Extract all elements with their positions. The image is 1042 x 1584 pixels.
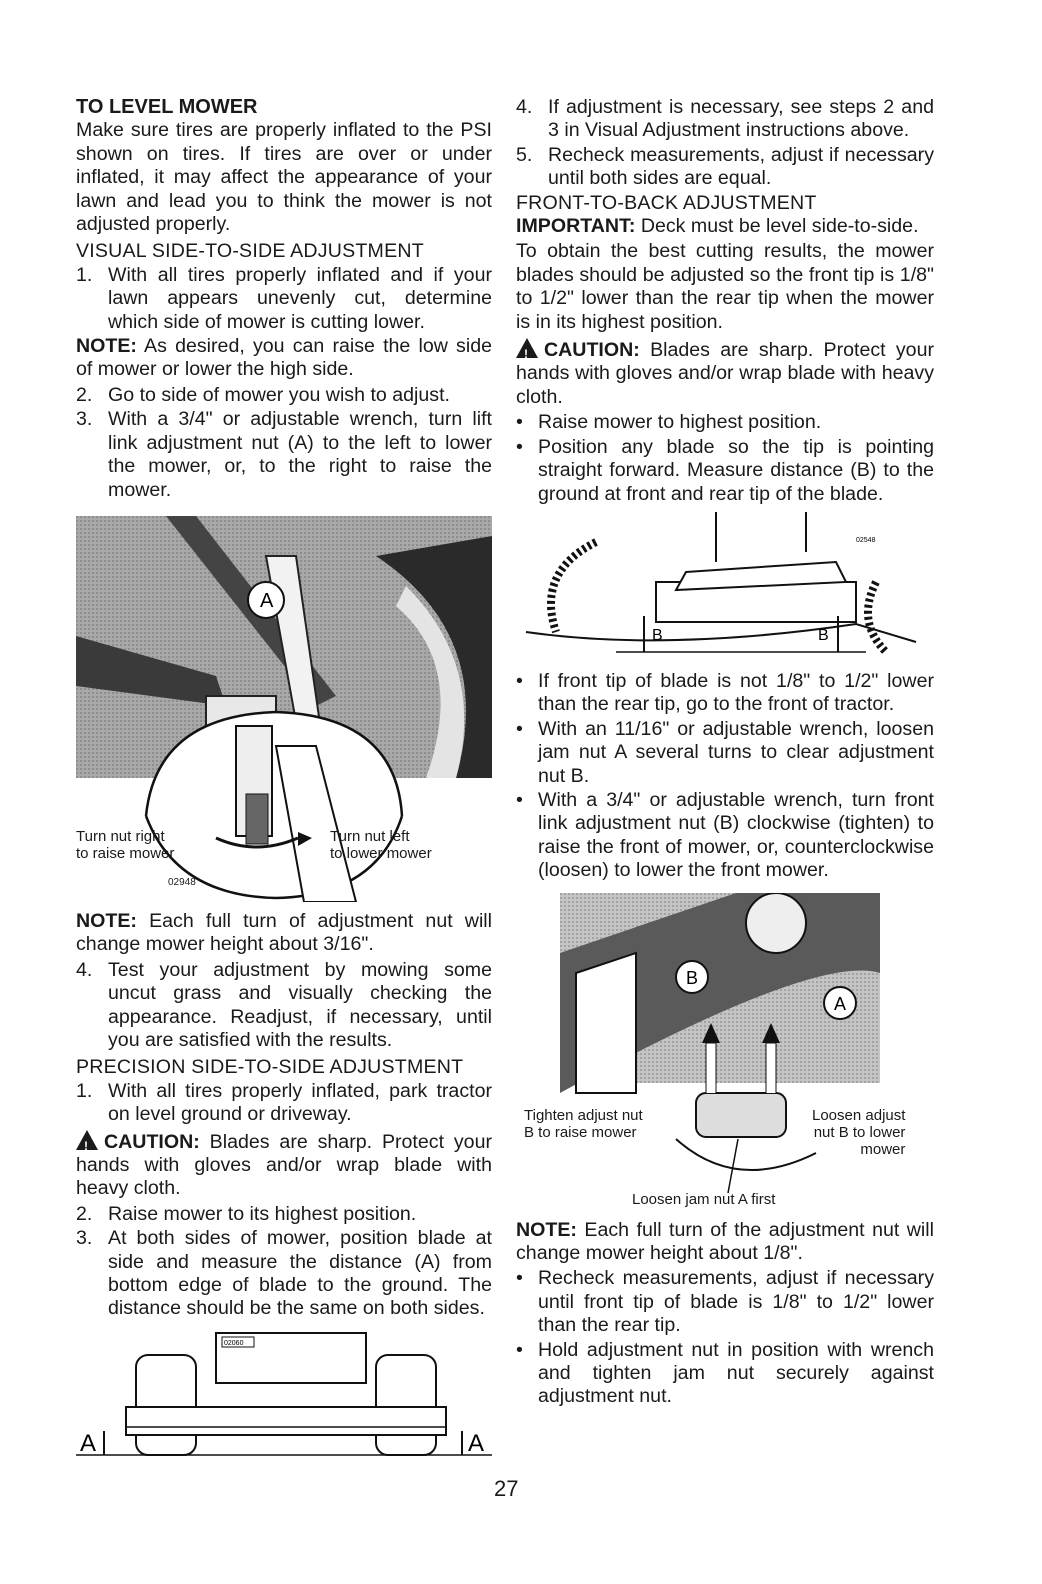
callout-b-label: B bbox=[686, 967, 699, 988]
front-to-back-heading: FRONT-TO-BACK ADJUSTMENT bbox=[516, 191, 817, 214]
bullet-recheck: • Recheck measurements, adjust if necessary until front tip of blade is 1/8" to 1/2" lower than the rear tip. bbox=[516, 1267, 934, 1337]
distance-a-left: A bbox=[80, 1429, 97, 1457]
lift-link-figure bbox=[76, 516, 492, 902]
precision-step-2: 2. Raise mower to its highest position. bbox=[76, 1202, 417, 1225]
bullet-loosen-jam: • With an 11/16" or adjustable wrench, loosen jam nut A several turns to clear adjustment nut B. bbox=[516, 717, 934, 787]
tractor-rear-illustration bbox=[76, 1327, 492, 1467]
right-step-5: 5. Recheck measurements, adjust if necessary until both sides are equal. bbox=[516, 143, 934, 190]
precision-heading: PRECISION SIDE-TO-SIDE ADJUSTMENT bbox=[76, 1056, 464, 1079]
figure-2-code: 02060 bbox=[224, 1339, 244, 1347]
bullet-turn-front-link: • With a 3/4" or adjustable wrench, turn front link adjustment nut (B) clockwise (tighten) to raise the front of mower, or, counterclockwise (loosen) to lower the front mower. bbox=[516, 788, 934, 882]
page-number: 27 bbox=[494, 1476, 519, 1501]
turn-left-caption: Turn nut left to lower mower bbox=[330, 827, 432, 862]
bullet-raise: • Raise mower to highest position. bbox=[516, 411, 822, 434]
step-2: 2. Go to side of mower you wish to adjust. bbox=[76, 383, 450, 406]
step-1: 1. With all tires properly inflated and if your lawn appears unevenly cut, determine which side of mower is cutting lower. bbox=[76, 263, 492, 333]
visual-adjustment-heading: VISUAL SIDE-TO-SIDE ADJUSTMENT bbox=[76, 240, 424, 263]
tighten-caption: Tighten adjust nut B to raise mower bbox=[524, 1106, 643, 1141]
front-link-illustration bbox=[516, 893, 934, 1211]
front-to-back-figure bbox=[516, 512, 934, 662]
turn-right-caption: Turn nut right to raise mower bbox=[76, 827, 175, 862]
note-1: NOTE: As desired, you can raise the low side of mower or lower the high side. bbox=[76, 335, 492, 381]
note-right: NOTE: Each full turn of the adjustment nut will change mower height about 1/8". bbox=[516, 1218, 934, 1264]
precision-step-3: 3. At both sides of mower, position blade at side and measure the distance (A) from bottom edge of blade to the ground. The distance should be the same on both sides. bbox=[76, 1227, 492, 1320]
intro-paragraph: Make sure tires are properly inflated to the PSI shown on tires. If tires are over or under inflated, it may affect the appearance of your lawn and lead you to think the mower is not adjusted properly. bbox=[76, 119, 492, 236]
warning-icon bbox=[76, 1130, 98, 1150]
distance-a-right: A bbox=[468, 1429, 485, 1457]
distance-b-rear: B bbox=[818, 626, 829, 644]
step-4: 4. Test your adjustment by mowing some uncut grass and visually checking the appearance. Readjust, if necessary, until you are satisfied with the results. bbox=[76, 958, 492, 1051]
figure-code: 02948 bbox=[168, 876, 196, 888]
note-2: NOTE: Each full turn of adjustment nut will change mower height about 3/16". bbox=[76, 909, 492, 956]
obtain-paragraph: To obtain the best cutting results, the mower blades should be adjusted so the front tip is 1/8" to 1/2" lower than the rear tip when the mower is in its highest position. bbox=[516, 240, 934, 333]
caution-left: !CAUTION: Blades are sharp. Protect your hands with gloves and/or wrap blade with heavy cloth. bbox=[76, 1128, 492, 1201]
step-3: 3. With a 3/4" or adjustable wrench, turn lift link adjustment nut (A) to the left to lower the mower, or, to the right to raise the mower. bbox=[76, 408, 492, 501]
tractor-side-illustration bbox=[516, 512, 934, 662]
loosen-caption: Loosen adjust nut B to lower mower bbox=[812, 1106, 906, 1158]
right-step-4: 4. If adjustment is necessary, see steps 2 and 3 in Visual Adjustment instructions above. bbox=[516, 96, 934, 142]
callout-a-label: A bbox=[260, 589, 274, 612]
bullet-hold-nut: • Hold adjustment nut in position with wrench and tighten jam nut securely against adjustment nut. bbox=[516, 1338, 934, 1408]
side-to-side-figure bbox=[76, 1327, 492, 1467]
distance-b-front: B bbox=[652, 626, 663, 644]
front-link-figure bbox=[516, 893, 934, 1211]
right-column bbox=[516, 96, 934, 1410]
jam-nut-caption: Loosen jam nut A first bbox=[632, 1190, 776, 1208]
left-column bbox=[76, 96, 492, 1475]
caution-right: !CAUTION: Blades are sharp. Protect your hands with gloves and/or wrap blade with heavy cloth. bbox=[516, 336, 934, 409]
important-note: IMPORTANT: Deck must be level side-to-side. bbox=[516, 215, 919, 238]
precision-step-1: 1. With all tires properly inflated, park tractor on level ground or driveway. bbox=[76, 1079, 492, 1126]
figure-3-code: 02548 bbox=[856, 536, 876, 544]
callout-a-label: A bbox=[834, 993, 847, 1014]
bullet-position: • Position any blade so the tip is pointing straight forward. Measure distance (B) to the ground at front and rear tip of the blade. bbox=[516, 435, 934, 505]
bullet-front-tip: • If front tip of blade is not 1/8" to 1/2" lower than the rear tip, go to the front of tractor. bbox=[516, 669, 934, 716]
section-title: TO LEVEL MOWER bbox=[76, 96, 258, 118]
warning-icon bbox=[516, 338, 538, 358]
